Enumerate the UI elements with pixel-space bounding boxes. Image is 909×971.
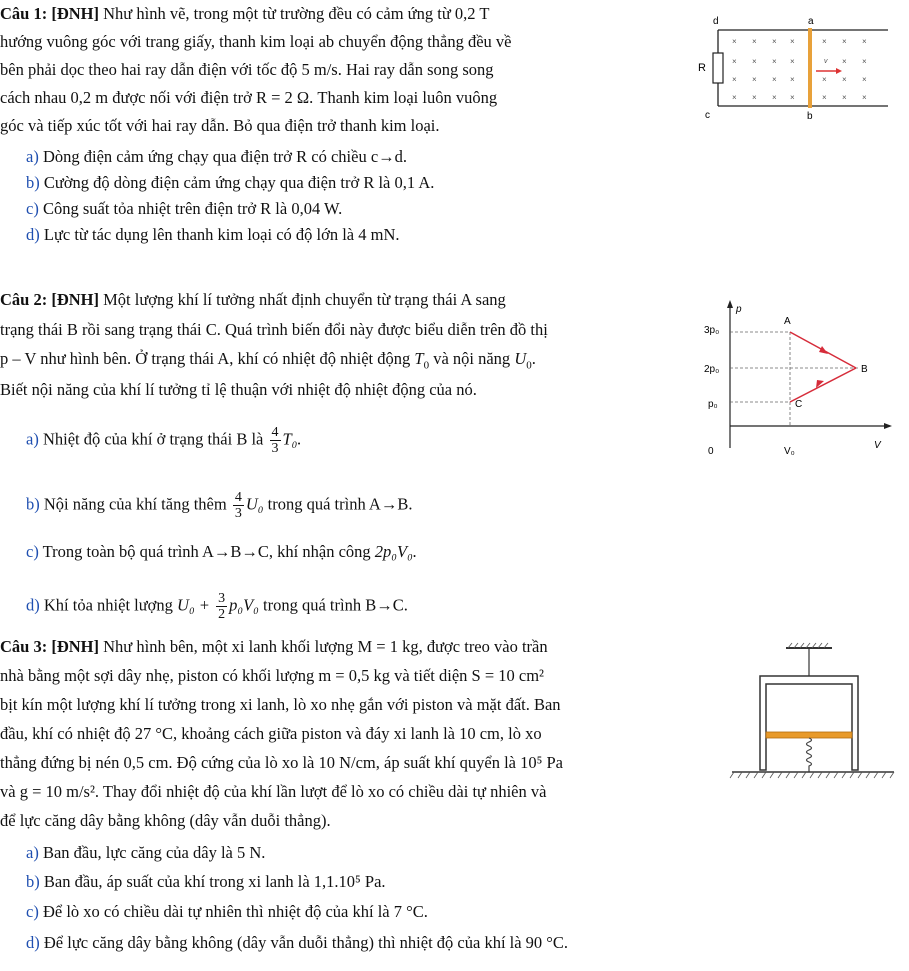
q1-label-d: d (713, 16, 719, 27)
svg-text:×: × (732, 57, 737, 66)
svg-text:×: × (772, 37, 777, 46)
q1-line-5: góc và tiếp xúc tốt với hai ray dẫn. Bỏ qua điện trở thanh kim loại. (0, 116, 440, 135)
process-B-C (790, 368, 856, 402)
q1-line-1: Câu 1: [ĐNH] Như hình vẽ, trong một từ trường đều có cảm ứng từ 0,2 T (0, 4, 490, 23)
svg-text:×: × (772, 93, 777, 102)
svg-text:×: × (862, 75, 867, 84)
svg-text:×: × (752, 75, 757, 84)
svg-text:×: × (842, 93, 847, 102)
svg-text:×: × (772, 75, 777, 84)
q1-option-a: a) Dòng điện cảm ứng chạy qua điện trở R có chiều c→d. (26, 147, 408, 166)
svg-text:×: × (732, 93, 737, 102)
q3-title: Câu 3: [ĐNH] (0, 637, 99, 656)
q1-label-a: a (808, 16, 814, 27)
cylinder (760, 676, 858, 770)
q2-line-4: Biết nội năng của khí lí tưởng tỉ lệ thuận với nhiệt độ nhiệt động của nó. (0, 380, 477, 399)
svg-text:×: × (790, 93, 795, 102)
tick-p0: p₀ (708, 399, 718, 410)
q2-line-1: Câu 2: [ĐNH] Một lượng khí lí tưởng nhất định chuyển từ trạng thái A sang (0, 290, 506, 309)
spring (807, 738, 812, 772)
q2-option-b: b) Nội năng của khí tăng thêm $\frac{4}{3}$ U₀ trong quá trình A→B. (26, 490, 413, 521)
svg-text:×: × (790, 75, 795, 84)
q3-line-5: thẳng đứng bị nén 0,5 cm. Độ cứng của lò xo là 10 N/cm, áp suất khí quyển là 10⁵ Pa (0, 753, 563, 772)
metal-rod-ab (808, 28, 812, 108)
q3-line-1: Câu 3: [ĐNH] Như hình bên, một xi lanh khối lượng M = 1 kg, được treo vào trần (0, 637, 548, 656)
q3-option-a: a) Ban đầu, lực căng của dây là 5 N. (26, 843, 266, 862)
q1-line-4: cách nhau 0,2 m được nối với điện trở R = 2 Ω. Thanh kim loại luôn vuông (0, 88, 498, 107)
q2-line-2: trạng thái B rồi sang trạng thái C. Quá trình biến đổi này được biểu diễn trên đồ thị (0, 320, 548, 339)
q1-option-c: c) Công suất tỏa nhiệt trên điện trở R là 0,04 W. (26, 199, 343, 218)
q1-velocity-label: v (824, 58, 828, 65)
q3-line-4: đầu, khí có nhiệt độ 27 °C, khoảng cách giữa piston và đáy xi lanh là 10 cm, lò xo (0, 724, 542, 743)
q3-option-c: c) Để lò xo có chiều dài tự nhiên thì nhiệt độ của khí là 7 °C. (26, 902, 428, 921)
svg-text:×: × (790, 37, 795, 46)
tick-3p0: 3p₀ (704, 325, 720, 336)
q2-option-d: d) Khí tỏa nhiệt lượng U₀ + $\frac{3}{2}$ p₀V₀ trong quá trình B→C. (26, 591, 408, 622)
svg-text:×: × (862, 57, 867, 66)
state-C-label: C (795, 399, 803, 410)
q3-line-7: để lực căng dây bằng không (dây vẫn duỗi thẳng). (0, 811, 331, 830)
svg-text:×: × (862, 93, 867, 102)
q3-option-d: d) Để lực căng dây bằng không (dây vẫn duỗi thẳng) thì nhiệt độ của khí là 90 °C. (26, 933, 569, 952)
axis-p-label: p (736, 304, 742, 315)
svg-text:×: × (752, 93, 757, 102)
svg-text:×: × (822, 93, 827, 102)
origin-label: 0 (708, 446, 714, 457)
q1-line-3: bên phải dọc theo hai ray dẫn điện với tốc độ 5 m/s. Hai ray dẫn song song (0, 60, 494, 79)
q2-option-a: a) Nhiệt độ của khí ở trạng thái B là $\frac{4}{3}$ T₀. (26, 425, 302, 456)
q1-label-R: R (698, 62, 706, 74)
resistor-R (713, 53, 723, 83)
piston (766, 732, 852, 738)
q3-option-b: b) Ban đầu, áp suất của khí trong xi lanh là 1,1.10⁵ Pa. (26, 872, 386, 891)
q3-line-2: nhà bằng một sợi dây nhẹ, piston có khối lượng m = 0,5 kg và tiết diện S = 10 cm² (0, 666, 544, 685)
svg-text:×: × (822, 75, 827, 84)
q1-option-d: d) Lực từ tác dụng lên thanh kim loại có độ lớn là 4 mN. (26, 225, 400, 244)
magnetic-field-crosses (732, 37, 867, 102)
q3-line-6: và g = 10 m/s². Thay đổi nhiệt độ của khí lần lượt để lò xo có chiều dài tự nhiên và (0, 782, 547, 801)
svg-text:×: × (842, 75, 847, 84)
state-B-label: B (861, 364, 868, 375)
q1-option-b: b) Cường độ dòng điện cảm ứng chạy qua điện trở R là 0,1 A. (26, 173, 435, 192)
svg-text:×: × (752, 57, 757, 66)
svg-text:×: × (732, 75, 737, 84)
tick-V0: V₀ (784, 446, 795, 457)
graph-dashed-guides (730, 332, 858, 426)
svg-text:×: × (822, 37, 827, 46)
q3-line-3: bịt kín một lượng khí lí tưởng trong xi lanh, lò xo nhẹ gắn với piston và mặt đất. Ban (0, 695, 561, 714)
q1-rail-figure (690, 8, 900, 120)
axis-V-label: V (874, 440, 881, 451)
q1-title: Câu 1: [ĐNH] (0, 4, 99, 23)
q2-line-3: p – V như hình bên. Ở trạng thái A, khí có nhiệt độ nhiệt động $T_0$ và nội năng $U_0$. (0, 349, 536, 372)
tick-2p0: 2p₀ (704, 364, 720, 375)
q2-title: Câu 2: [ĐNH] (0, 290, 99, 309)
svg-text:×: × (842, 37, 847, 46)
state-A-label: A (784, 316, 791, 327)
q1-line-2: hướng vuông góc với trang giấy, thanh kim loại ab chuyển động thẳng đều về (0, 32, 512, 51)
svg-text:×: × (842, 57, 847, 66)
q2-option-c: c) Trong toàn bộ quá trình A→B→C, khí nhận công 2p₀V₀. (26, 542, 417, 561)
svg-text:×: × (790, 57, 795, 66)
svg-text:×: × (732, 37, 737, 46)
q2-pv-graph (698, 296, 898, 464)
q1-label-c: c (705, 110, 710, 120)
svg-text:×: × (752, 37, 757, 46)
q3-cylinder-figure (728, 640, 898, 790)
q1-label-b: b (807, 111, 813, 120)
svg-text:×: × (772, 57, 777, 66)
svg-text:×: × (862, 37, 867, 46)
